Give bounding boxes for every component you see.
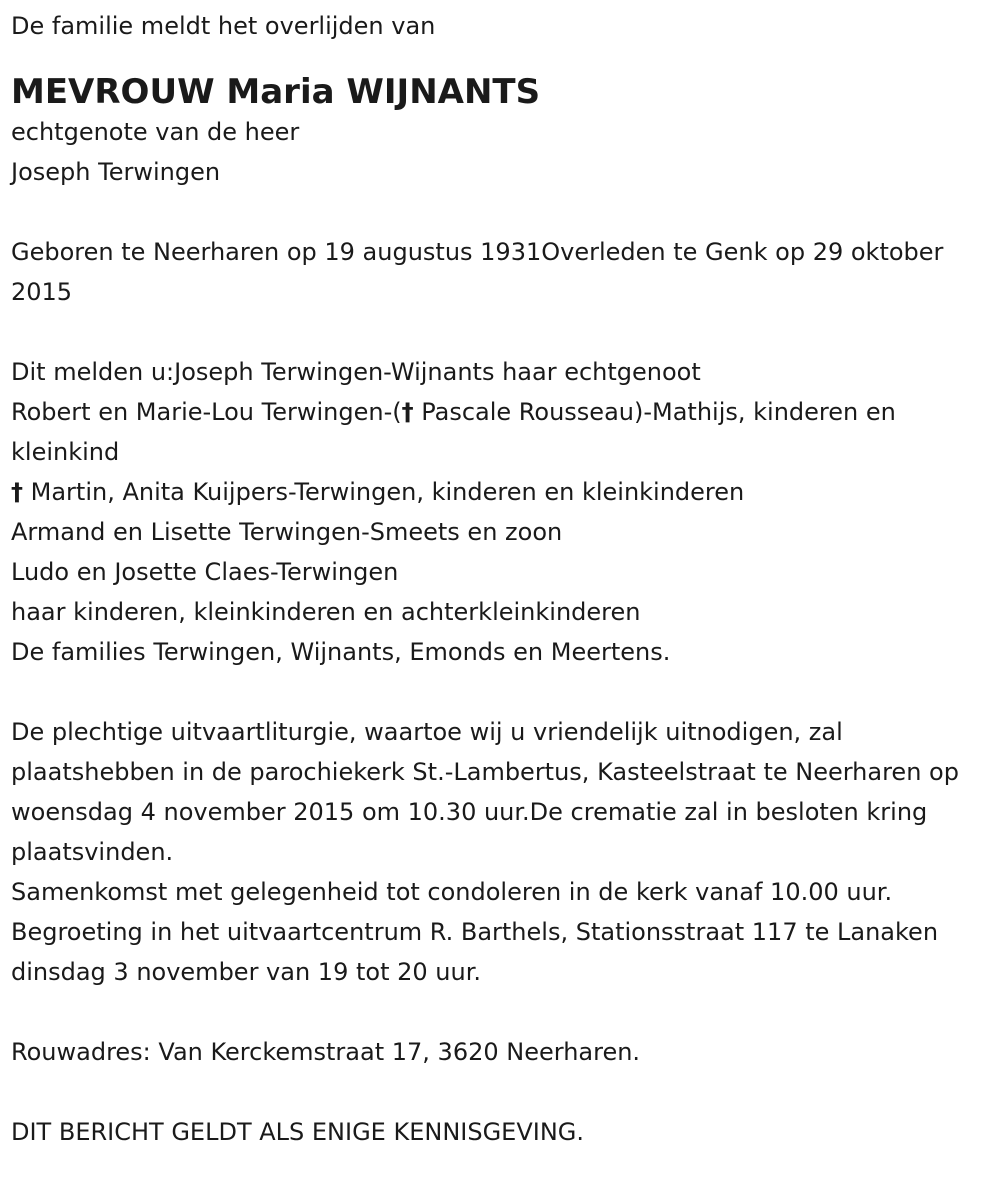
deceased-name: MEVROUW Maria WIJNANTS <box>11 72 541 112</box>
family-line-4: Armand en Lisette Terwingen-Smeets en zoon <box>11 518 563 546</box>
family-line-3 <box>11 472 1000 512</box>
cross-icon: † <box>401 398 414 426</box>
spacer <box>11 672 1000 712</box>
family-line-1: Dit melden u:Joseph Terwingen-Wijnants haar echtgenoot <box>11 358 701 386</box>
family-line-6: haar kinderen, kleinkinderen en achterkleinkinderen <box>11 598 641 626</box>
spacer <box>11 992 1000 1032</box>
family-line-7: De families Terwingen, Wijnants, Emonds en Meertens. <box>11 638 671 666</box>
cross-icon: † <box>11 478 23 506</box>
birth-death-text: Geboren te Neerharen op 19 augustus 1931Overleden te Genk op 29 oktober 2015 <box>11 238 944 306</box>
funeral-text: De plechtige uitvaartliturgie, waartoe wij u vriendelijk uitnodigen, zal plaatshebben in de parochiekerk St.-Lambertus, Kasteelstraat te Neerharen op woensdag 4 november 2015 om 10.30 uur.De crematie zal in besloten kring plaatsvinden. <box>11 718 959 866</box>
spouse-line-2: Joseph Terwingen <box>11 158 221 186</box>
spacer <box>11 1072 1000 1112</box>
spacer <box>11 312 1000 352</box>
family-line-2-end: Pascale Rousseau)-Mathijs, kinderen en kleinkind <box>11 398 896 466</box>
family-line-2 <box>11 392 996 472</box>
family-line-5: Ludo en Josette Claes-Terwingen <box>11 558 399 586</box>
intro-text: De familie meldt het overlijden van <box>11 12 436 40</box>
gathering-text: Samenkomst met gelegenheid tot condoleren in de kerk vanaf 10.00 uur. <box>11 878 893 906</box>
spacer <box>11 192 1000 232</box>
spouse-line-1: echtgenote van de heer <box>11 118 300 146</box>
notice-text: DIT BERICHT GELDT ALS ENIGE KENNISGEVING. <box>11 1118 585 1146</box>
greeting-text: Begroeting in het uitvaartcentrum R. Barthels, Stationsstraat 117 te Lanaken dinsdag 3 november van 19 tot 20 uur. <box>11 918 939 986</box>
family-line-3-text: Martin, Anita Kuijpers-Terwingen, kinderen en kleinkinderen <box>23 478 745 506</box>
address-text: Rouwadres: Van Kerckemstraat 17, 3620 Neerharen. <box>11 1038 641 1066</box>
family-line-2-start: Robert en Marie-Lou Terwingen-( <box>11 398 402 426</box>
